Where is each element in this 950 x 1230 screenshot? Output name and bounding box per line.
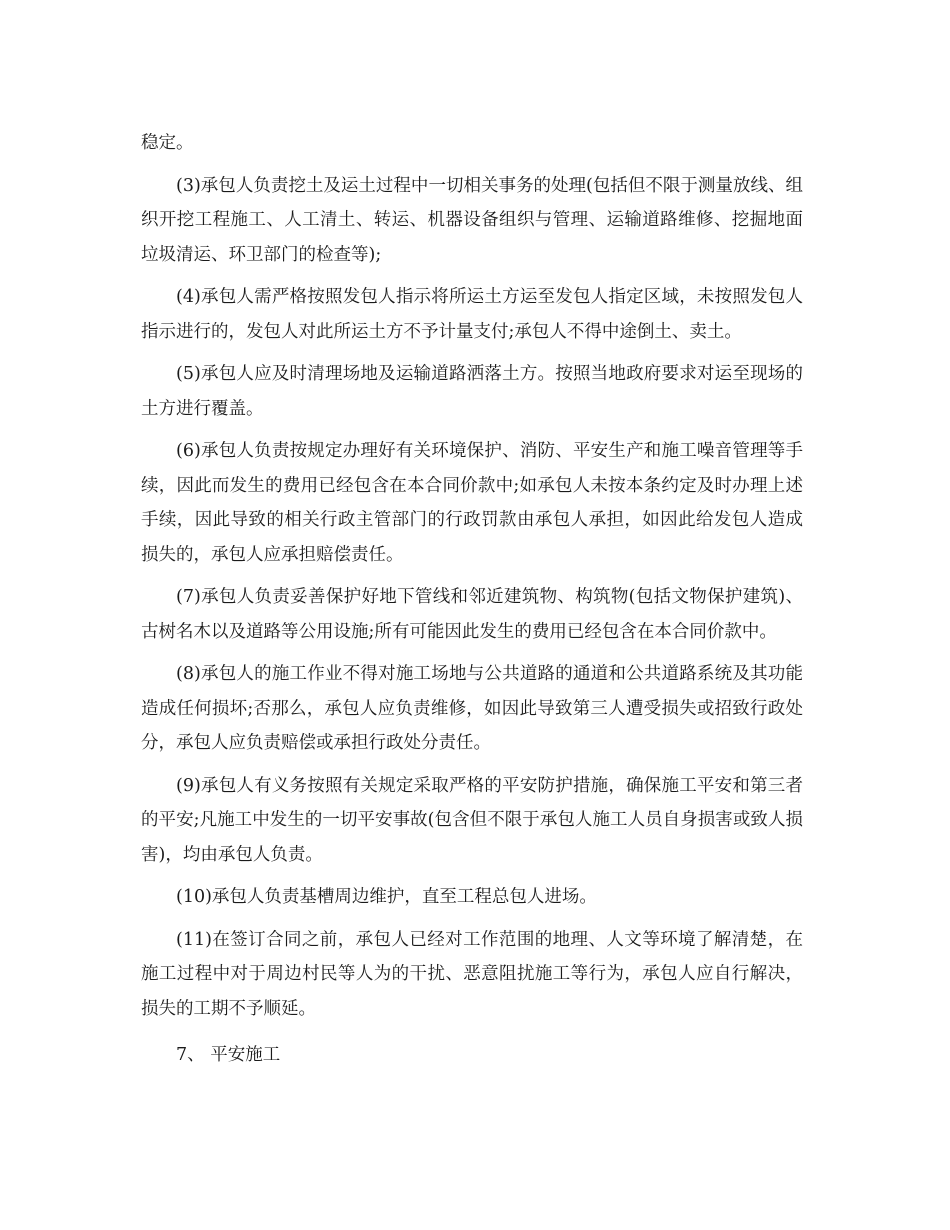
continuation-text: 稳定。 (141, 133, 194, 153)
clause-9: (9)承包人有义务按照有关规定采取严格的平安防护措施，确保施工平安和第三者的平安;凡施工中发生的一切平安事故(包含但不限于承包人施工人员自身损害或致人损害)，均由承包人负责。 (141, 775, 803, 865)
clause-10: (10)承包人负责基槽周边维护，直至工程总包人进场。 (176, 887, 597, 907)
clause-8: (8)承包人的施工作业不得对施工场地与公共道路的通道和公共道路系统及其功能造成任何损坏;否那么，承包人应负责维修，如因此导致第三人遭受损失或招致行政处分，承包人应负责赔偿或承担行政处分责任。 (141, 664, 803, 753)
clause-3: (3)承包人负责挖土及运土过程中一切相关事务的处理(包括但不限于测量放线、组织开挖工程施工、人工清土、转运、机器设备组织与管理、运输道路维修、挖掘地面垃圾清运、环卫部门的检查等); (141, 175, 803, 265)
clause-11: (11)在签订合同之前，承包人已经对工作范围的地理、人文等环境了解清楚，在施工过程中对于周边村民等人为的干扰、恶意阻扰施工等行为，承包人应自行解决，损失的工期不予顺延。 (141, 929, 803, 1019)
document-body (141, 126, 803, 1073)
section-heading: 7、 平安施工 (176, 1045, 281, 1065)
clause-4: (4)承包人需严格按照发包人指示将所运土方运至发包人指定区域，未按照发包人指示进行的，发包人对此所运土方不予计量支付;承包人不得中途倒土、卖土。 (141, 287, 803, 342)
clause-7: (7)承包人负责妥善保护好地下管线和邻近建筑物、构筑物(包括文物保护建筑)、古树名木以及道路等公用设施;所有可能因此发生的费用已经包含在本合同价款中。 (141, 587, 803, 642)
clause-6: (6)承包人负责按规定办理好有关环境保护、消防、平安生产和施工噪音管理等手续，因此而发生的费用已经包含在本合同价款中;如承包人未按本条约定及时办理上述手续，因此导致的相关行政主管部门的行政罚款由承包人承担，如因此给发包人造成损失的，承包人应承担赔偿责任。 (141, 441, 803, 565)
clause-5: (5)承包人应及时清理场地及运输道路洒落土方。按照当地政府要求对运至现场的土方进行覆盖。 (141, 364, 803, 419)
